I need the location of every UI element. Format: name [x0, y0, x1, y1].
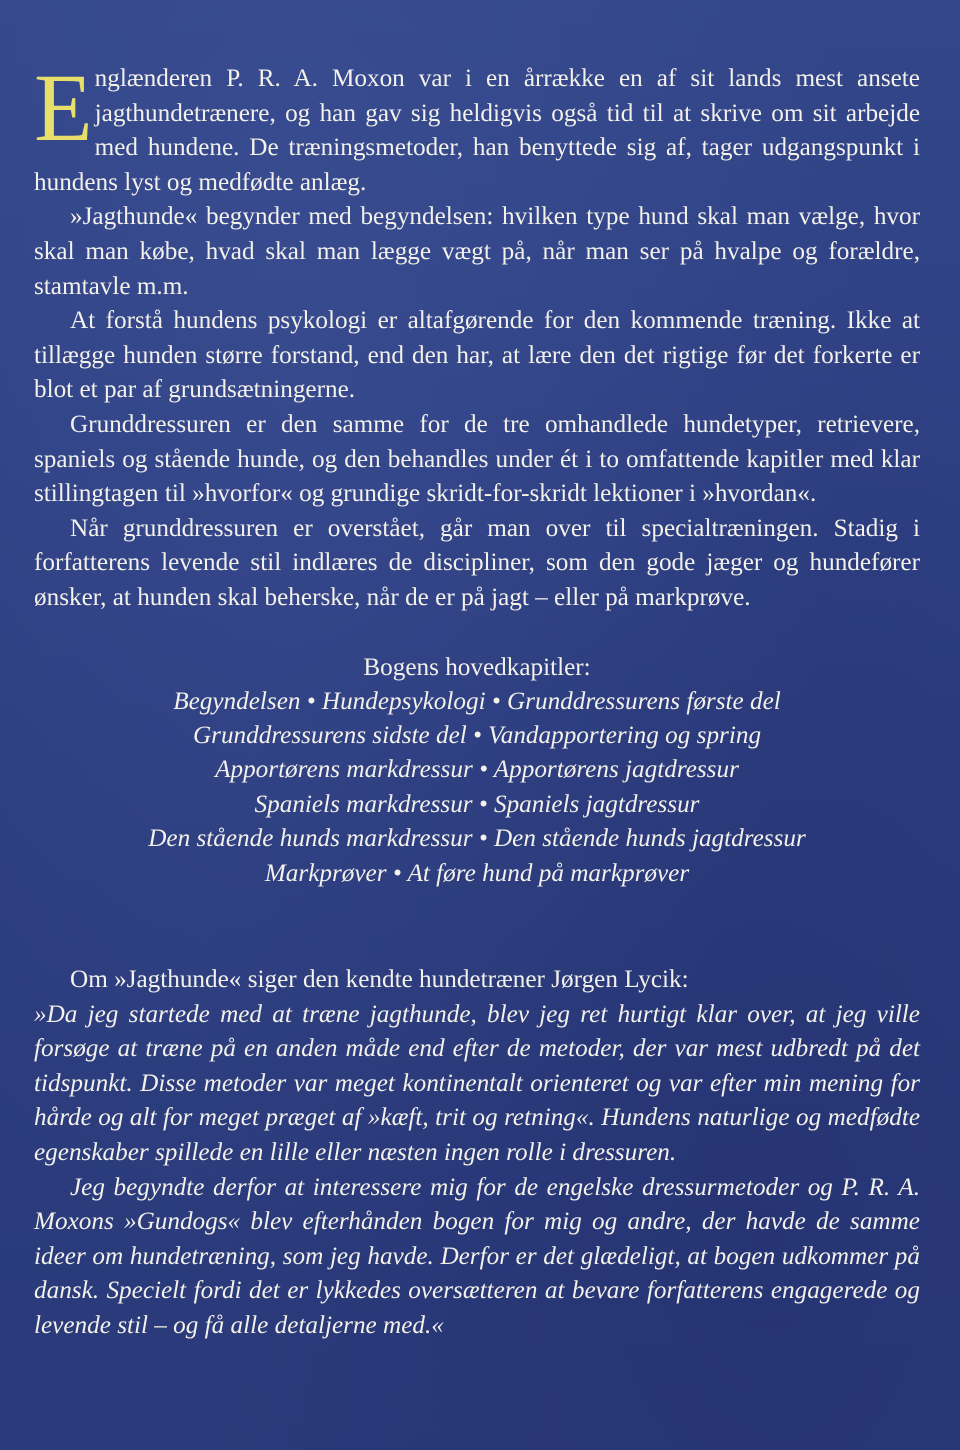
chapter-list-heading: Bogens hovedkapitler:: [363, 653, 591, 681]
endorsement: [34, 963, 920, 1344]
intro-paragraph-1-text: nglænderen P. R. A. Moxon var i en årrække en af sit lands mest ansete jagthundetrænere, og han gav sig heldigvis også tid til at skrive om sit arbejde med hundene. De træningsmetoder, han benyttede sig af, tager udgangspunkt i hundens lyst og medfødte anlæg.: [34, 65, 920, 196]
intro-paragraph-5: Når grunddressuren er overstået, går man over til specialtræningen. Stadig i forfatterens levende stil indlæres de discipliner, som den gode jæger og hundefører ønsker, at hunden skal beherske, når de er på jagt – eller på markprøve.: [34, 514, 920, 611]
chapter-line: Apportørens markdressur • Apportørens jagtdressur: [215, 756, 739, 784]
endorsement-paragraph-1: »Da jeg startede med at træne jagthunde, blev jeg ret hurtigt klar over, at jeg ville forsøge at træne på en anden måde end efter de metoder, der var mest udbredt på det tidspunkt. Disse metoder var meget kontinentalt orienteret og var efter min mening for hårde og alt for meget præget af »kæft, trit og retning«. Hundens naturlige og medfødte egenskaber spillede en lille eller næsten ingen rolle i dressuren.: [34, 1000, 920, 1166]
endorsement-intro: Om »Jagthunde« siger den kendte hundetræner Jørgen Lycik:: [70, 965, 689, 993]
endorsement-paragraph-2: Jeg begyndte derfor at interessere mig for de engelske dressurmetoder og P. R. A. Moxons »Gundogs« blev efterhånden bogen for mig og andre, der havde de samme ideer om hundetræning, som jeg havde. Derfor er det glædeligt, at bogen udkommer på dansk. Specielt fordi det er lykkedes oversætteren at bevare forfatterens engagerede og levende stil – og få alle detaljerne med.«: [34, 1173, 920, 1339]
intro-paragraph-3: At forstå hundens psykologi er altafgørende for den kommende træning. Ikke at tillægge hunden større forstand, end den har, at lære den det rigtige før det forkerte er blot et par af grundsætningerne.: [34, 307, 920, 404]
intro-paragraph-1: [34, 54, 920, 200]
chapter-line: Markprøver • At føre hund på markprøver: [264, 859, 690, 887]
intro-paragraph-4: Grunddressuren er den samme for de tre omhandlede hundetyper, retrievere, spaniels og stående hunde, og den behandles under ét i to omfattende kapitler med klar stillingtagen til »hvorfor« og grundige skridt-for-skridt lektioner i »hvordan«.: [34, 410, 920, 508]
drop-cap: E: [34, 54, 93, 161]
intro-paragraph-2: »Jagthunde« begynder med begyndelsen: hvilken type hund skal man vælge, hvor skal man købe, hvad skal man lægge vægt på, når man ser på hvalpe og forældre, stamtavle m.m.: [34, 203, 920, 300]
chapter-line: Spaniels markdressur • Spaniels jagtdressur: [254, 790, 700, 818]
chapter-line: Grunddressurens sidste del • Vandapportering og spring: [192, 721, 762, 749]
chapter-list: [34, 651, 920, 891]
chapter-line: Den stående hunds markdressur • Den stående hunds jagtdressur: [148, 825, 806, 853]
cover-text: [34, 54, 920, 1343]
chapter-line: Begyndelsen • Hundepsykologi • Grunddressurens første del: [173, 687, 781, 715]
